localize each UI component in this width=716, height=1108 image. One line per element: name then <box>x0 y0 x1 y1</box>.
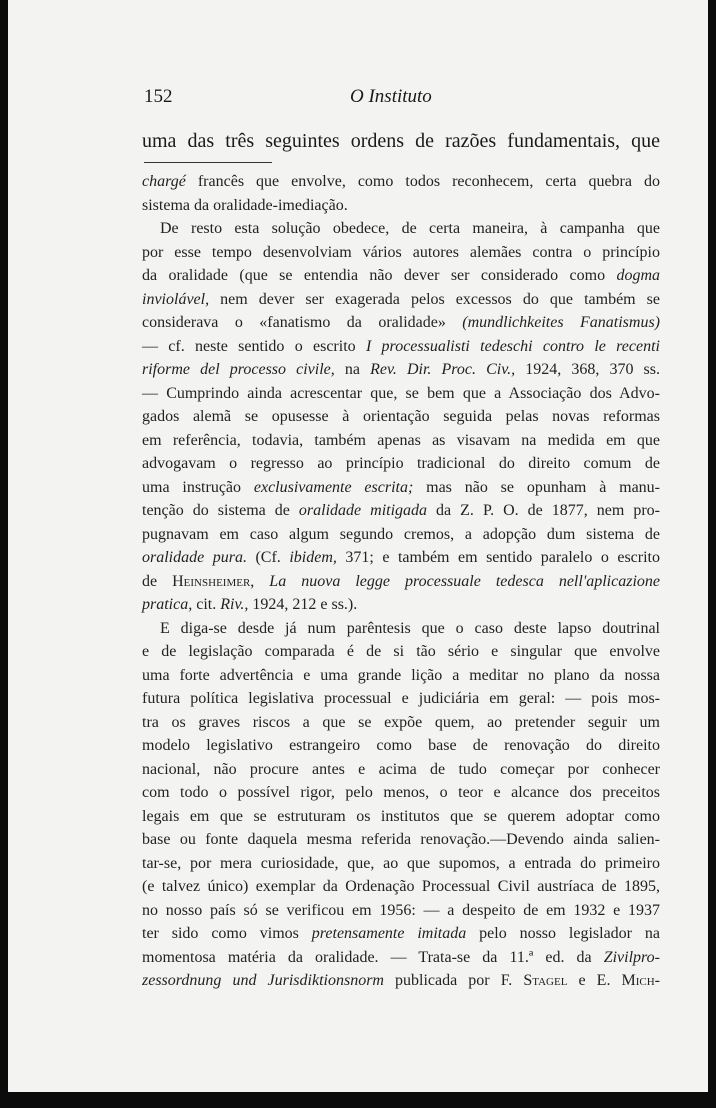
footnote-text-span: chargé <box>142 173 186 190</box>
footnote-line <box>142 241 660 265</box>
footnote-text-span: base ou fonte daquela mesma referida renovação.—Devendo ainda salien- <box>142 831 660 848</box>
footnote-text-span: uma instrução <box>142 478 254 496</box>
book-page <box>8 0 708 1092</box>
footnote-text-span: tar-se, por mera curiosidade, que, ao que supomos, a entrada do primeiro <box>142 854 660 872</box>
footnote-text-span: oralidade mitigada <box>298 502 428 519</box>
footnote-text-span: uma forte advertência e uma grande lição a meditar no plano da nossa <box>142 666 660 684</box>
footnote-text-span: Riv., <box>220 596 249 613</box>
footnote-text-span: pratica, <box>142 596 193 613</box>
footnote-block <box>142 170 660 993</box>
footnote-text-span: 1924, 212 e ss.). <box>248 596 358 613</box>
footnote-text-span: da oralidade (que se entendia não dever ser considerado como <box>142 267 617 284</box>
footnote-text-span: zessordnung und Jurisdiktionsnorm <box>142 972 384 989</box>
footnote-line <box>142 758 660 782</box>
footnote-line <box>142 217 660 241</box>
footnote-text-span: futura política legislativa processual e judiciária em geral: — pois mos- <box>142 690 660 707</box>
footnote-text-span: tra os graves riscos a que se expõe quem, ao pretender seguir um <box>142 713 660 731</box>
footnote-line <box>142 875 660 899</box>
footnote-text-span: com todo o possível rigor, pelo menos, o teor e alcance dos preceitos <box>142 784 660 801</box>
footnote-line <box>142 358 660 382</box>
footnote-text-span: oralidade pura. <box>142 549 247 566</box>
footnote-text-span: ibidem, <box>289 549 337 566</box>
footnote-text-span: Zivilpro- <box>603 948 660 966</box>
footnote-text-span: de <box>142 572 173 590</box>
footnote-text-span: considerava o «fanatismo da oralidade» <box>142 314 463 331</box>
footnote-line <box>142 593 660 617</box>
footnote-text-span: — cf. neste sentido o escrito <box>142 337 366 355</box>
footnote-text-span: E diga-se desde já num parêntesis que o caso deste lapso doutrinal <box>160 619 660 637</box>
page-header <box>142 86 662 110</box>
footnote-line <box>142 429 660 453</box>
footnote-text-span: advogavam o regresso ao princípio tradicional do direito comum de <box>142 455 660 472</box>
main-text-line: uma das três seguintes ordens de razões fundamentais, que <box>142 130 660 152</box>
footnote-text-span: mas não se opunham à manu- <box>413 478 660 496</box>
footnote-text-span: Heinsheimer, <box>172 572 255 590</box>
footnote-text-span: La nuova legge processuale tedesca nell'aplicazione <box>254 572 661 590</box>
footnote-line <box>142 687 660 711</box>
footnote-text-span: publicada por F. <box>383 972 524 989</box>
footnote-text-span: da Z. P. O. de 1877, nem pro- <box>427 502 661 519</box>
footnote-text-span: nacional, não procure antes e acima de tudo começar por conhecer <box>142 760 660 778</box>
footnote-text-span: tenção do sistema de <box>142 502 299 519</box>
footnote-text-span: Rev. Dir. Proc. Civ., <box>370 361 516 378</box>
footnote-text-span: sistema da oralidade-imediação. <box>142 196 348 214</box>
footnote-line <box>142 711 660 735</box>
footnote-line <box>142 523 660 547</box>
footnote-text-span: na <box>334 361 371 378</box>
footnote-text-span: cit. <box>192 596 221 613</box>
footnote-line <box>142 969 660 993</box>
footnote-line <box>142 922 660 946</box>
footnote-line <box>142 546 660 570</box>
footnote-line <box>142 781 660 805</box>
footnote-text-span: dogma <box>616 267 660 284</box>
footnote-text-span: — Cumprindo ainda acrescentar que, se bem que a Associação dos Advo- <box>142 384 660 402</box>
footnote-line <box>142 288 660 312</box>
footnote-line <box>142 499 660 523</box>
footnote-separator <box>144 162 272 163</box>
footnote-line <box>142 640 660 664</box>
footnote-text-span: gados alemã se opusesse à orientação seguida pelas novas reformas <box>142 408 660 425</box>
footnote-text-span: Stagel <box>523 972 568 989</box>
running-title: O Instituto <box>350 86 432 107</box>
footnote-line <box>142 828 660 852</box>
footnote-text-span: riforme del processo civile, <box>142 361 335 378</box>
footnote-text-span: Mich- <box>621 972 661 989</box>
footnote-line <box>142 617 660 641</box>
footnote-text-span: pugnavam em caso algum segundo cremos, a adopção dum sistema de <box>142 525 660 543</box>
footnote-text-span: De resto esta solução obedece, de certa maneira, à campanha que <box>160 220 660 237</box>
footnote-text-span: nem dever ser exagerada pelos excessos do que também se <box>209 290 660 308</box>
footnote-text-span: (e talvez único) exemplar da Ordenação Processual Civil austríaca de 1895, <box>142 878 660 895</box>
footnote-line <box>142 170 660 194</box>
footnote-text-span: 1924, 368, 370 ss. <box>515 361 660 378</box>
footnote-line <box>142 194 660 218</box>
footnote-text-span: inviolável, <box>142 290 210 308</box>
footnote-text-span: exclusivamente escrita; <box>253 478 414 496</box>
footnote-text-span: modelo legislativo estrangeiro como base de renovação do direito <box>142 737 660 754</box>
footnote-line <box>142 382 660 406</box>
footnote-text-span: I processualisti tedeschi contro le recenti <box>365 337 661 355</box>
footnote-text-span: (mundlichkeites Fanatismus) <box>462 314 661 331</box>
footnote-line <box>142 452 660 476</box>
footnote-text-span: pelo nosso legislador na <box>466 925 661 942</box>
footnote-text-span: momentosa matéria da oralidade. — Trata-se da 11.ª ed. da <box>142 948 604 966</box>
footnote-line <box>142 476 660 500</box>
footnote-text-span: (Cf. <box>246 549 290 566</box>
footnote-text-span: por esse tempo desenvolviam vários autores alemães contra o princípio <box>142 243 660 261</box>
footnote-line <box>142 264 660 288</box>
footnote-line <box>142 664 660 688</box>
footnote-line <box>142 405 660 429</box>
footnote-line <box>142 852 660 876</box>
footnote-line <box>142 805 660 829</box>
footnote-text-span: e de legislação comparada é de si tão sério e singular que envolve <box>142 643 660 660</box>
footnote-text-span: e E. <box>567 972 622 989</box>
footnote-line <box>142 570 660 594</box>
footnote-line <box>142 734 660 758</box>
footnote-line <box>142 335 660 359</box>
footnote-text-span: no nosso país só se verificou em 1956: — a despeito de em 1932 e 1937 <box>142 901 660 919</box>
footnote-text-span: legais em que se estruturam os institutos que se querem adoptar como <box>142 807 660 825</box>
footnote-line <box>142 311 660 335</box>
footnote-line <box>142 899 660 923</box>
page-number: 152 <box>144 86 173 107</box>
footnote-text-span: francês que envolve, como todos reconhecem, certa quebra do <box>185 173 660 190</box>
footnote-text-span: pretensamente imitada <box>311 925 467 942</box>
footnote-text-span: ter sido como vimos <box>142 925 312 942</box>
footnote-text-span: 371; e também em sentido paralelo o escrito <box>336 549 661 566</box>
footnote-text-span: em referência, todavia, também apenas as visavam na medida em que <box>142 431 660 449</box>
footnote-line <box>142 946 660 970</box>
